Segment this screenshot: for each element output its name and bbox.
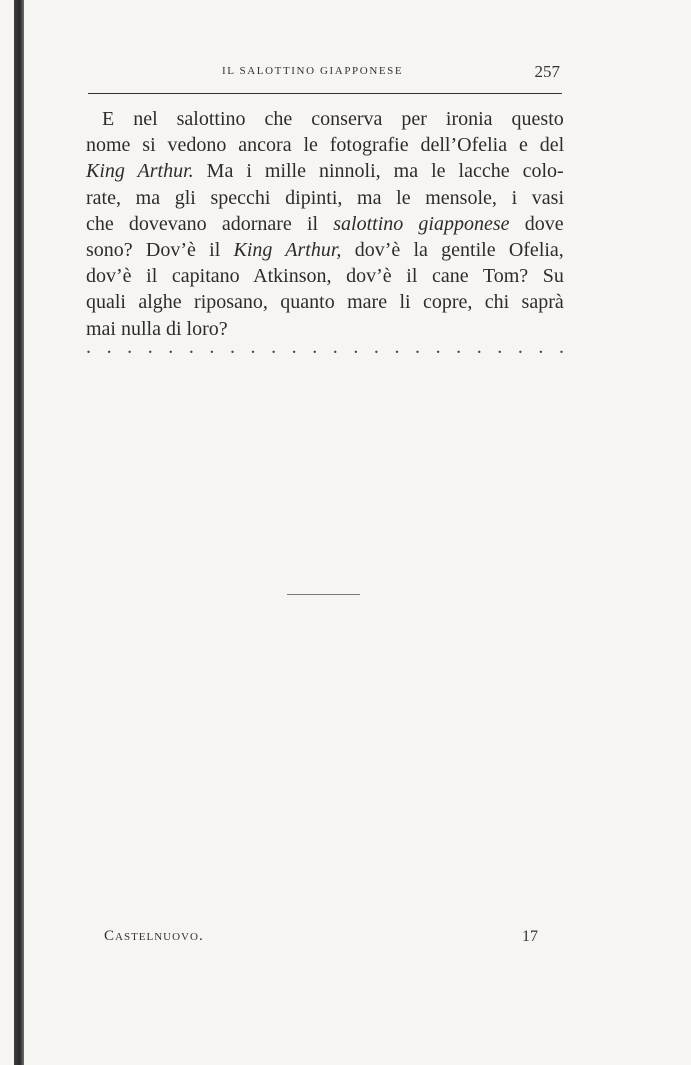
- running-head: [88, 62, 562, 84]
- ellipsis-dot: .: [127, 336, 133, 358]
- ellipsis-dot: .: [168, 336, 174, 358]
- text-segment: quali alghe riposano, quanto mare li copre, chi saprà: [86, 291, 564, 314]
- ellipsis-dot: .: [332, 336, 338, 358]
- ellipsis-dot: .: [394, 336, 400, 358]
- ellipsis-dot: .: [517, 336, 523, 358]
- running-title: IL SALOTTINO GIAPPONESE: [222, 65, 404, 77]
- ellipsis-row: [86, 336, 564, 359]
- sheet-number: 17: [522, 928, 538, 945]
- ellipsis-dot: .: [188, 336, 194, 358]
- text-line: [86, 211, 564, 237]
- text-line: [86, 106, 564, 132]
- text-segment: dove: [509, 212, 564, 235]
- ellipsis-dot: .: [373, 336, 379, 358]
- text-line: [86, 263, 564, 289]
- ellipsis-dot: .: [558, 336, 564, 358]
- text-segment: dov’è la gentile Ofelia,: [341, 239, 564, 262]
- ellipsis-dot: .: [106, 336, 112, 358]
- text-line: [86, 289, 564, 315]
- ellipsis-dot: .: [476, 336, 482, 358]
- ellipsis-dot: .: [291, 336, 297, 358]
- text-line: [86, 237, 564, 263]
- ship-name-italic: King Arthur.: [86, 160, 194, 183]
- text-segment: nome si vedono ancora le fotografie dell’Ofelia e del: [86, 134, 565, 157]
- ellipsis-dot: .: [147, 336, 153, 358]
- ellipsis-dot: .: [435, 336, 441, 358]
- section-end-rule: [287, 594, 360, 595]
- header-rule: [88, 93, 562, 94]
- body-paragraph: [86, 106, 564, 342]
- text-segment: E nel salottino che conserva per ironia questo: [102, 108, 564, 130]
- ellipsis-dot: .: [250, 336, 256, 358]
- ellipsis-text: [86, 336, 564, 359]
- ellipsis-dot: .: [312, 336, 318, 358]
- binding-edge: [14, 0, 24, 1065]
- text-segment: che dovevano adornare il: [86, 212, 334, 235]
- ellipsis-dot: .: [271, 336, 277, 358]
- ellipsis-dot: .: [229, 336, 235, 358]
- text-segment: Ma i mille ninnoli, ma le lacche colo-: [193, 160, 564, 183]
- title-italic: salottino giapponese: [333, 212, 510, 235]
- signature-mark: Castelnuovo.: [104, 928, 204, 944]
- ellipsis-dot: .: [209, 336, 215, 358]
- text-line: [86, 158, 564, 184]
- ellipsis-dot: .: [415, 336, 420, 358]
- ellipsis-dot: .: [353, 336, 359, 358]
- text-segment: mai nulla di loro?: [86, 317, 228, 340]
- text-segment: dov’è il capitano Atkinson, dov’è il cane Tom? Su: [86, 265, 564, 288]
- text-segment: rate, ma gli specchi dipinti, ma le mensole, i vasi: [86, 186, 565, 209]
- page-footer: [104, 928, 538, 950]
- text-line: [86, 185, 564, 211]
- text-line: [86, 132, 564, 158]
- ellipsis-dot: .: [86, 336, 91, 358]
- ellipsis-dot: .: [538, 336, 544, 358]
- ship-name-italic: King Arthur,: [233, 239, 342, 262]
- ellipsis-dot: .: [497, 336, 503, 358]
- ellipsis-dot: .: [456, 336, 462, 358]
- page-number: 257: [534, 62, 560, 81]
- text-segment: sono? Dov’è il: [86, 239, 234, 262]
